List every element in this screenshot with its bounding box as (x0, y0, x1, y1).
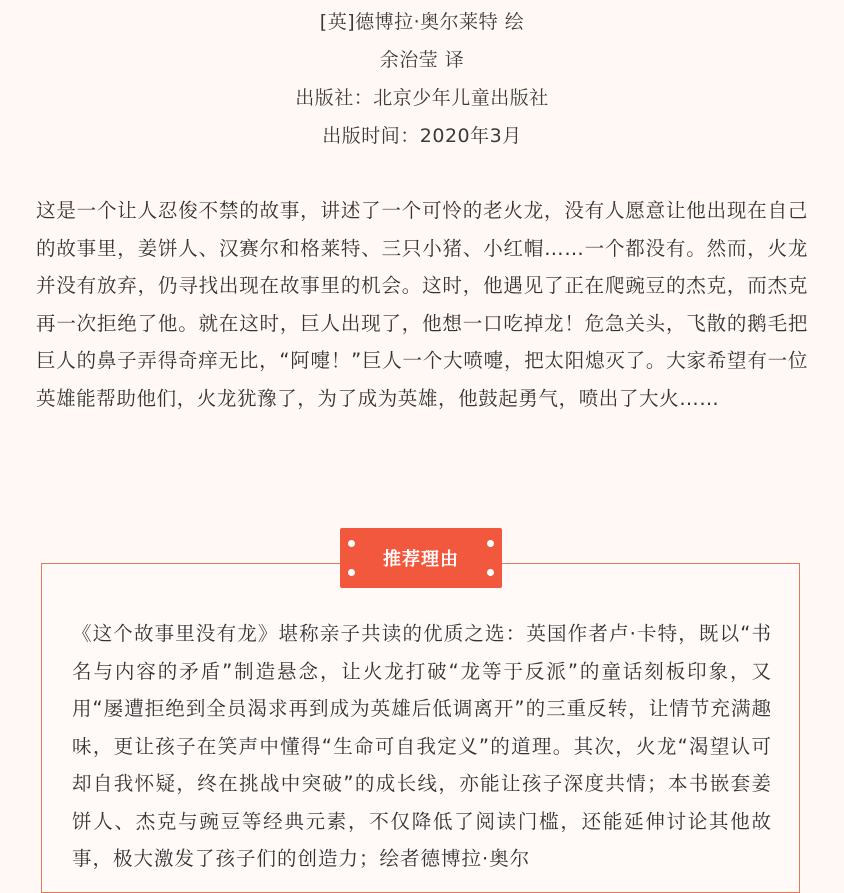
summary-paragraph: 这是一个让人忍俊不禁的故事，讲述了一个可怜的老火龙，没有人愿意让他出现在自己的故事里，姜饼人、汉赛尔和格莱特、三只小猪、小红帽……一个都没有。然而，火龙并没有放弃，仍寻找出现在故事里的机会。这时，他遇见了正在爬豌豆的杰克，而杰克再一次拒绝了他。就在这时，巨人出现了，他想一口吃掉龙！危急关头，飞散的鹅毛把巨人的鼻子弄得奇痒无比，“阿嚏！”巨人一个大喷嚏，把太阳熄灭了。大家希望有一位英雄能帮助他们，火龙犹豫了，为了成为英雄，他鼓起勇气，喷出了大火…… (36, 199, 808, 410)
publisher-line: 出版社：北京少年儿童出版社 (295, 87, 549, 109)
recommendation-text: 《这个故事里没有龙》堪称亲子共读的优质之选：英国作者卢·卡特，既以“书名与内容的矛盾”制造悬念，让火龙打破“龙等于反派”的童话刻板印象，又用“屡遭拒绝到全员渴求再到成为英雄后低调离开”的三重反转，让情节充满趣味，更让孩子在笑声中懂得“生命可自我定义”的道理。其次，火龙“渴望认可却自我怀疑，终在挑战中突破”的成长线，亦能让孩子深度共情；本书嵌套姜饼人、杰克与豌豆等经典元素，不仅降低了阅读门槛，还能延伸讨论其他故事，极大激发了孩子们的创造力；绘者德博拉·奥尔 (72, 622, 772, 870)
illustrator-line: [英]德博拉·奥尔莱特 绘 (319, 11, 525, 33)
recommendation-badge-label: 推荐理由 (383, 549, 459, 570)
badge-dot-icon (487, 540, 494, 547)
badge-dot-icon (348, 540, 355, 547)
translator-line: 余治莹 译 (379, 49, 465, 71)
badge-dot-icon (348, 569, 355, 576)
recommendation-badge (340, 528, 502, 588)
badge-dot-icon (487, 569, 494, 576)
publish-date-line: 出版时间：2020年3月 (322, 125, 522, 147)
